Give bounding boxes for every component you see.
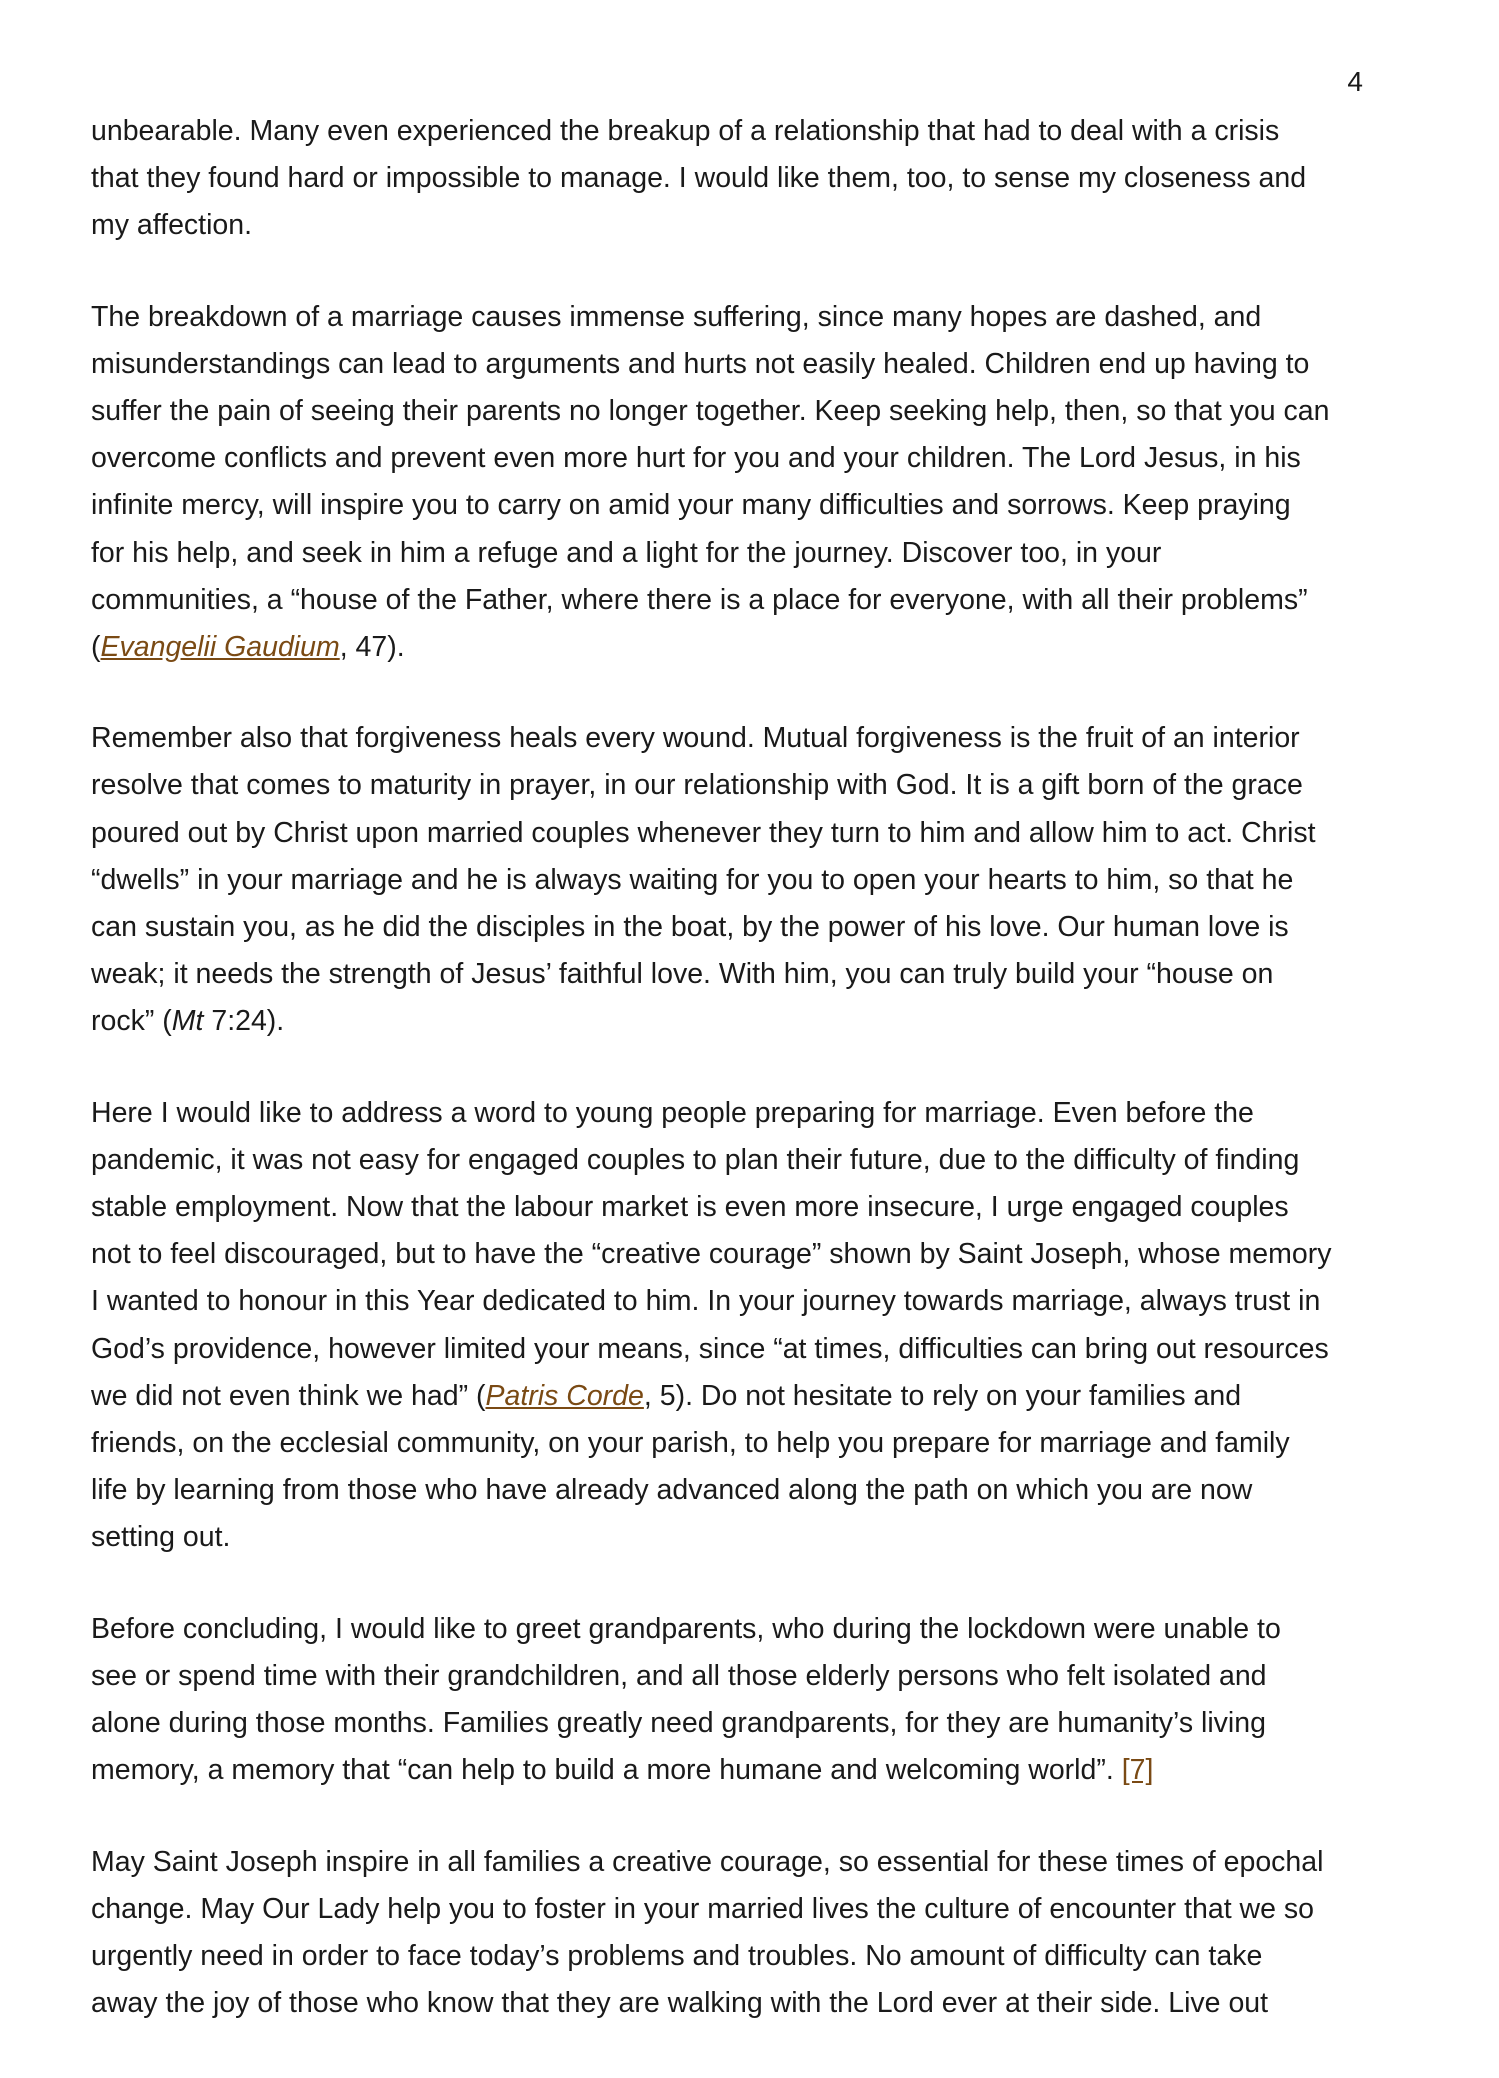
paragraph-6 bbox=[91, 1839, 1421, 2028]
text-line: weak; it needs the strength of Jesus’ faithful love. With him, you can truly build your “house on bbox=[91, 958, 1274, 991]
text-line: change. May Our Lady help you to foster in your married lives the culture of encounter that we so bbox=[91, 1892, 1314, 1925]
text-line: stable employment. Now that the labour market is even more insecure, I urge engaged couples bbox=[91, 1191, 1289, 1224]
text-line: see or spend time with their grandchildren, and all those elderly persons who felt isolated and bbox=[91, 1659, 1267, 1692]
patris-corde-link[interactable]: Patris Corde bbox=[485, 1379, 644, 1412]
text-line: infinite mercy, will inspire you to carry on amid your many difficulties and sorrows. Keep praying bbox=[91, 489, 1291, 522]
text-run: , 5). Do not hesitate to rely on your families and bbox=[643, 1379, 1242, 1412]
scripture-reference: Mt bbox=[171, 1005, 204, 1038]
text-line: for his help, and seek in him a refuge and a light for the journey. Discover too, in your bbox=[91, 536, 1162, 569]
text-line: “dwells” in your marriage and he is always waiting for you to open your hearts to him, so that he bbox=[91, 863, 1294, 896]
text-run: we did not even think we had” ( bbox=[91, 1379, 486, 1412]
document-body bbox=[91, 108, 1421, 2071]
text-line: May Saint Joseph inspire in all families a creative courage, so essential for these times of epochal bbox=[91, 1845, 1324, 1878]
text-line: communities, a “house of the Father, where there is a place for everyone, with all their problems” bbox=[91, 583, 1308, 616]
text-line bbox=[91, 624, 1421, 671]
page-number: 4 bbox=[1347, 66, 1363, 97]
text-line: can sustain you, as he did the disciples in the boat, by the power of his love. Our human love is bbox=[91, 911, 1289, 944]
paragraph-2 bbox=[91, 294, 1421, 672]
text-line: The breakdown of a marriage causes immense suffering, since many hopes are dashed, and bbox=[91, 300, 1262, 333]
text-run: , 47). bbox=[339, 631, 405, 664]
text-line: poured out by Christ upon married couples whenever they turn to him and allow him to act. Christ bbox=[91, 816, 1316, 849]
paragraph-5 bbox=[91, 1606, 1421, 1795]
text-line bbox=[91, 1373, 1421, 1420]
text-line: Here I would like to address a word to young people preparing for marriage. Even before the bbox=[91, 1096, 1254, 1129]
text-line: away the joy of those who know that they are walking with the Lord ever at their side. Live out bbox=[91, 1987, 1269, 2020]
text-line: setting out. bbox=[91, 1521, 231, 1554]
text-line: life by learning from those who have already advanced along the path on which you are now bbox=[91, 1474, 1253, 1507]
evangelii-gaudium-link[interactable]: Evangelii Gaudium bbox=[100, 631, 340, 664]
text-line: my affection. bbox=[91, 209, 253, 242]
text-line: alone during those months. Families greatly need grandparents, for they are humanity’s living bbox=[91, 1707, 1266, 1740]
text-run: 7:24). bbox=[203, 1005, 285, 1038]
text-line bbox=[91, 998, 1421, 1045]
text-line: that they found hard or impossible to manage. I would like them, too, to sense my closeness and bbox=[91, 162, 1307, 195]
footnote-7-link[interactable]: [7] bbox=[1121, 1754, 1154, 1787]
text-line: pandemic, it was not easy for engaged couples to plan their future, due to the difficulty of finding bbox=[91, 1143, 1300, 1176]
paragraph-1 bbox=[91, 108, 1421, 250]
text-run: ( bbox=[91, 631, 101, 664]
text-line: resolve that comes to maturity in prayer, in our relationship with God. It is a gift born of the grace bbox=[91, 769, 1303, 802]
text-line: Before concluding, I would like to greet grandparents, who during the lockdown were unable to bbox=[91, 1612, 1281, 1645]
text-line: misunderstandings can lead to arguments and hurts not easily healed. Children end up having to bbox=[91, 347, 1310, 380]
text-line: unbearable. Many even experienced the breakup of a relationship that had to deal with a crisis bbox=[91, 115, 1280, 147]
text-line: I wanted to honour in this Year dedicated to him. In your journey towards marriage, always trust in bbox=[91, 1285, 1321, 1318]
text-line: friends, on the ecclesial community, on your parish, to help you prepare for marriage and family bbox=[91, 1427, 1290, 1460]
text-line: God’s providence, however limited your means, since “at times, difficulties can bring out resources bbox=[91, 1332, 1329, 1365]
text-line: not to feel discouraged, but to have the “creative courage” shown by Saint Joseph, whose memory bbox=[91, 1238, 1332, 1271]
text-line: urgently need in order to face today’s problems and troubles. No amount of difficulty can take bbox=[91, 1939, 1263, 1972]
text-line: suffer the pain of seeing their parents no longer together. Keep seeking help, then, so that you can bbox=[91, 395, 1330, 428]
text-line bbox=[91, 1747, 1421, 1794]
paragraph-4 bbox=[91, 1090, 1421, 1562]
text-run: rock” ( bbox=[91, 1005, 172, 1038]
text-run: memory, a memory that “can help to build a more humane and welcoming world”. bbox=[91, 1754, 1122, 1787]
text-line: overcome conflicts and prevent even more hurt for you and your children. The Lord Jesus, in his bbox=[91, 442, 1301, 475]
paragraph-3 bbox=[91, 715, 1421, 1045]
text-line: Remember also that forgiveness heals every wound. Mutual forgiveness is the fruit of an interior bbox=[91, 722, 1300, 755]
